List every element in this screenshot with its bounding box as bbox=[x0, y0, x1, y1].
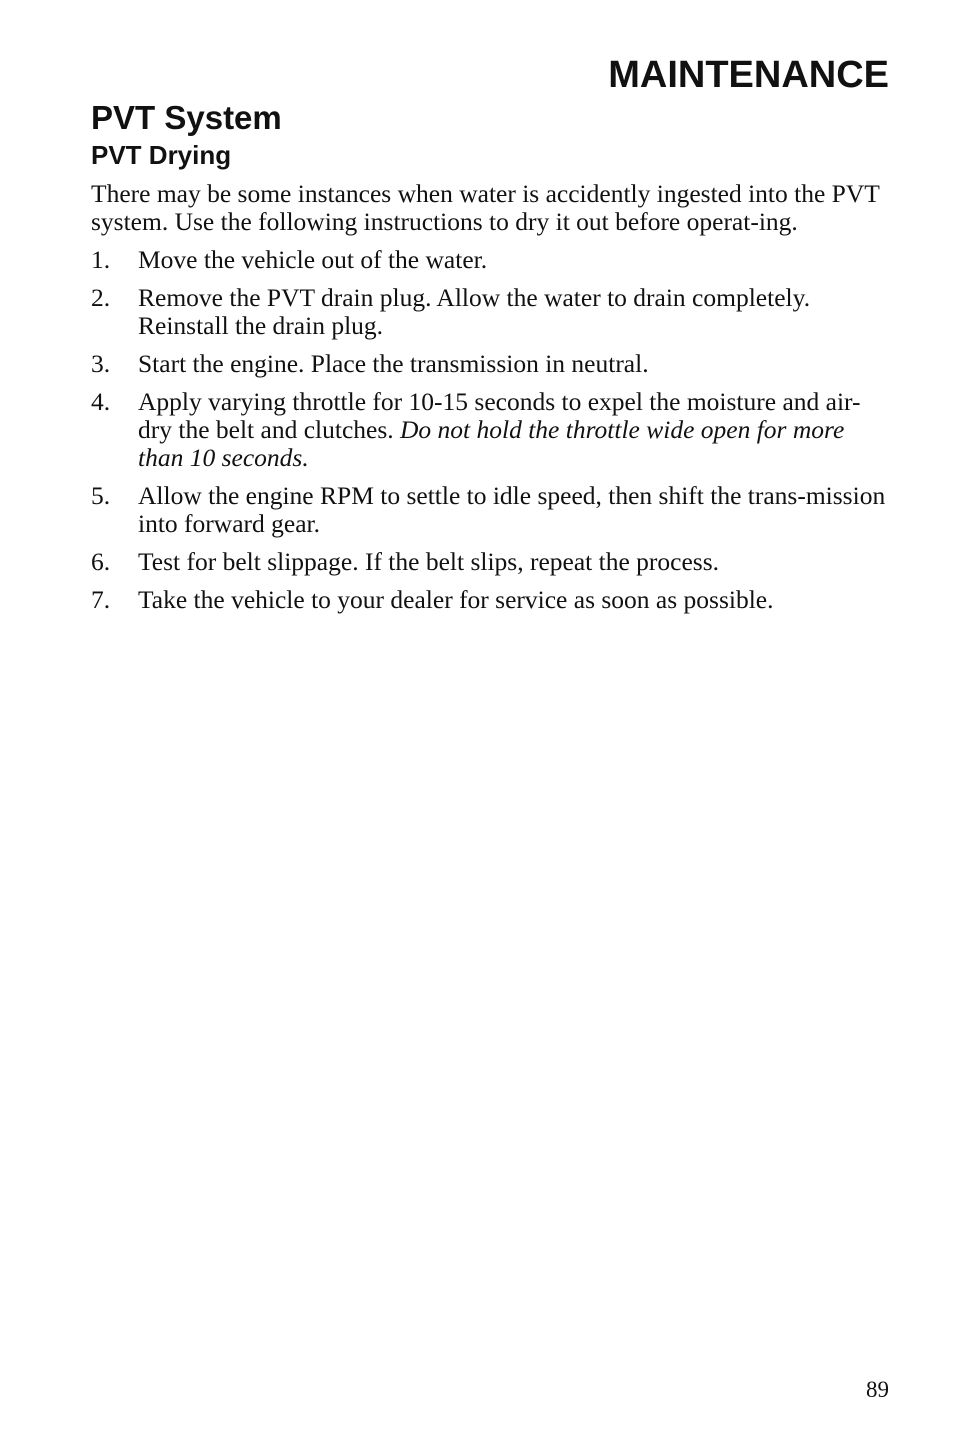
step-body: Start the engine. Place the transmission in neutral. bbox=[138, 349, 649, 378]
step-body: Allow the engine RPM to settle to idle speed, then shift the trans-mission into forward gear. bbox=[138, 481, 886, 538]
caution-note: Do not hold the throttle wide open for more than 10 seconds. bbox=[138, 415, 845, 472]
list-item bbox=[91, 246, 891, 274]
step-text bbox=[138, 283, 810, 340]
section-header: MAINTENANCE bbox=[608, 54, 889, 96]
page-title: PVT System bbox=[91, 99, 282, 136]
step-number: 2. bbox=[91, 283, 111, 312]
page-content bbox=[91, 97, 891, 624]
list-item bbox=[91, 482, 891, 538]
instruction-list bbox=[91, 246, 891, 614]
step-body: Take the vehicle to your dealer for service as soon as possible. bbox=[138, 585, 774, 614]
list-item bbox=[91, 548, 891, 576]
step-text bbox=[138, 349, 649, 378]
step-number: 6. bbox=[91, 547, 111, 576]
subsection-title: PVT Drying bbox=[91, 140, 232, 170]
step-number: 3. bbox=[91, 349, 111, 378]
list-item bbox=[91, 284, 891, 340]
step-text bbox=[138, 585, 774, 614]
step-text bbox=[138, 245, 487, 274]
step-text bbox=[138, 387, 861, 472]
step-body: Test for belt slippage. If the belt slips, repeat the process. bbox=[138, 547, 719, 576]
step-number: 7. bbox=[91, 585, 111, 614]
step-number: 5. bbox=[91, 481, 111, 510]
step-number: 4. bbox=[91, 387, 111, 416]
list-item bbox=[91, 586, 891, 614]
step-text bbox=[138, 547, 719, 576]
page-number: 89 bbox=[866, 1377, 889, 1402]
list-item bbox=[91, 350, 891, 378]
step-body: Apply varying throttle for 10-15 seconds to expel the moisture and air-dry the belt and clutches. bbox=[138, 387, 861, 444]
intro-paragraph: There may be some instances when water is accidently ingested into the PVT system. Use the following instructions to dry it out before operat-ing. bbox=[91, 179, 880, 236]
list-item bbox=[91, 388, 891, 472]
step-body: Move the vehicle out of the water. bbox=[138, 245, 488, 274]
step-number: 1. bbox=[91, 245, 111, 274]
step-body: Remove the PVT drain plug. Allow the water to drain completely. Reinstall the drain plug. bbox=[138, 283, 811, 340]
step-text bbox=[138, 481, 885, 538]
